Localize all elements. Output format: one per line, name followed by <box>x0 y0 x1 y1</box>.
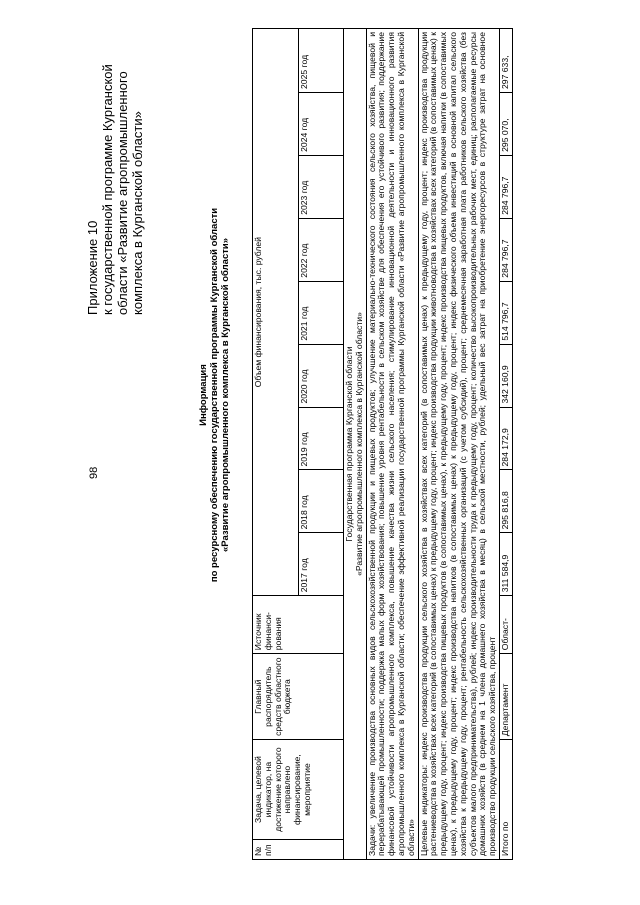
year-header: 2019 год <box>298 407 344 470</box>
program-row <box>344 29 367 860</box>
document-title: Информация <box>198 364 209 426</box>
year-header: 2020 год <box>298 344 344 407</box>
appendix-line: к государственной программе Курганской <box>100 64 115 315</box>
total-source: Област- <box>499 596 512 654</box>
header-volume: Объем финансирования, тыс. рублей <box>253 29 299 596</box>
page-number: 98 <box>88 466 100 479</box>
program-line: Государственная программа Курганской области <box>344 346 354 542</box>
indicators-text: Целевые индикаторы: индекс производства продукции сельского хозяйства в хозяйствах всех категорий (в сопоставимых ценах) к предыдущему году, процент; индекс производства продукции растениеводства в хозяйствах всех категорий (в сопоставимых ценах) к предыдущему году, процент; индекс производства продукции животноводства в хозяйствах всех категорий (в сопоставимых ценах) к предыдущему году, процент; индекс производства пищевых продуктов (в сопоставимых ценах), к предыдущему году, процент; индекс производства пищевых продуктов, включая напитки (в сопоставимых ценах), к предыдущему году, процент; индекс производства напитков (в сопоставимых ценах) к предыдущему году, процент; индекс физического объема инвестиций в основной капитал сельского хозяйства к предыдущему году, процент; рентабельность сельскохозяйственных организаций (с учетом субсидий), процент; среднемесячная заработная плата работников сельского хозяйства (без субъектов малого предпринимательства), рублей; индекс производительности труда к предыдущему году, процент; количество высокопроизводительных рабочих мест, единиц; располагаемые ресурсы домашних хозяйств (в среднем на 1 члена домашнего хозяйства в месяц) в сельской местности, рублей; удельный вес затрат на приобретение энергоресурсов в структуре затрат на основное производство продукции сельского хозяйства, процент <box>418 29 499 860</box>
total-value: 284 172,9 <box>499 407 512 470</box>
total-value: 295 816,8 <box>499 470 512 533</box>
total-value: 311 584,9 <box>499 533 512 596</box>
appendix-line: комплекса в Курганской области» <box>130 111 145 315</box>
year-header: 2017 год <box>298 533 344 596</box>
appendix-line: области «Развитие агропромышленного <box>115 71 130 315</box>
total-label: Итого по <box>499 740 512 860</box>
total-manager: Департамент <box>499 654 512 740</box>
header-task: Задача, целевой индикатор, на достижение которого направлено финансирование, мероприятие <box>253 740 344 840</box>
total-value: 284 796,7 <box>499 218 512 281</box>
tasks-row <box>366 29 418 860</box>
total-value: 297 633, <box>499 29 512 93</box>
total-value: 284 796,7 <box>499 155 512 218</box>
appendix-header <box>85 45 145 315</box>
year-header: 2025 год <box>298 29 344 93</box>
year-header: 2024 год <box>298 92 344 155</box>
appendix-line: Приложение 10 <box>85 220 100 315</box>
header-source: Источник финанси-рования <box>253 596 344 654</box>
resource-table <box>252 28 513 860</box>
total-value: 514 796,7 <box>499 281 512 344</box>
program-name <box>344 29 367 860</box>
header-manager: Главный распорядитель средств областного бюджета <box>253 654 344 740</box>
year-header: 2023 год <box>298 155 344 218</box>
total-value: 295 070, <box>499 92 512 155</box>
year-header: 2022 год <box>298 218 344 281</box>
header-num: № п/п <box>253 840 344 860</box>
tasks-text: Задачи: увеличение производства основных видов сельскохозяйственной продукции и пищевых продуктов; улучшение материально-технического состояния сельского хозяйства, пищевой и перерабатывающей промышленности; поддержка малых форм хозяйствования; повышение уровня рентабельности в сельском хозяйстве для обеспечения его устойчивого развития; поддержание финансовой устойчивости агропромышленного комплекса, повышение качества жизни сельского населения; стимулирование инновационной деятельности и инновационного развития агропромышленного комплекса в Курганской области; обеспечение эффективной реализации государственной программы Курганской области «Развитие агропромышленного комплекса в Курганской области» <box>366 29 418 860</box>
total-value: 342 160,9 <box>499 344 512 407</box>
document-subtitle: по ресурсному обеспечению государственной программы Курганской области <box>209 207 220 583</box>
year-header: 2021 год <box>298 281 344 344</box>
program-line: «Развитие агропромышленного комплекса в Курганской области» <box>353 312 364 576</box>
indicators-row <box>418 29 499 860</box>
year-header: 2018 год <box>298 470 344 533</box>
document-subtitle: «Развитие агропромышленного комплекса в Курганской области» <box>220 237 231 553</box>
header-row <box>253 29 299 860</box>
total-row <box>499 29 512 860</box>
